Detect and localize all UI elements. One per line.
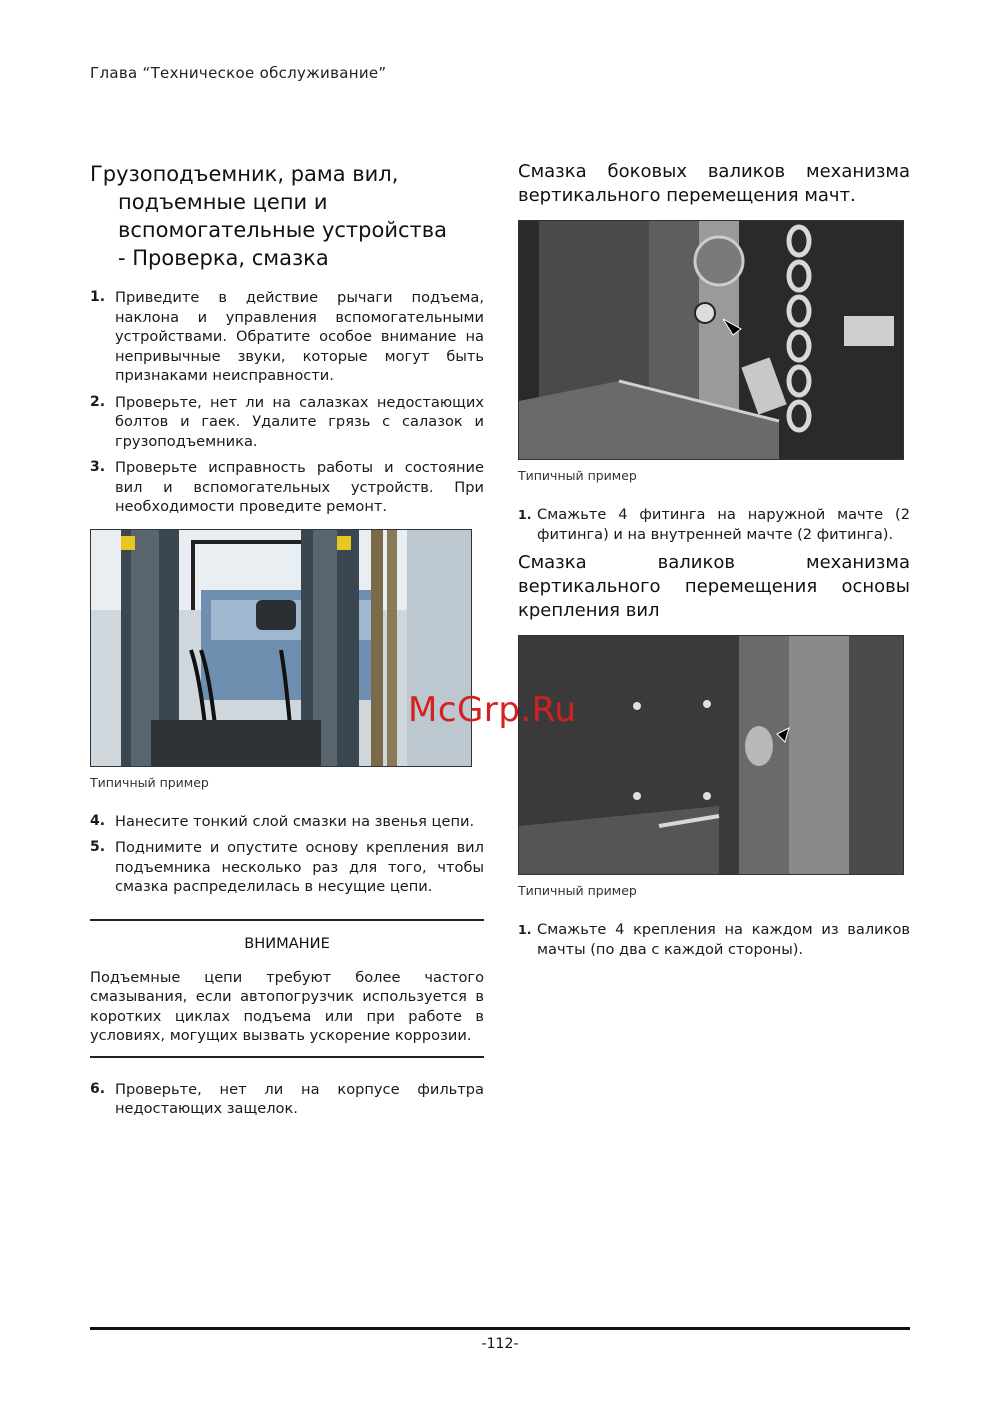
step-number: 5. (90, 839, 106, 855)
footer-divider (90, 1327, 910, 1330)
chapter-header: Глава “Техническое обслуживание” (90, 64, 387, 82)
step-item (90, 1080, 484, 1119)
photo-caption: Типичный пример (518, 883, 637, 898)
notice-text: Подъемные цепи требуют более частого смазывания, если автопогрузчик используется в коротких циклах подъема или при работе в условиях, могущих вызвать ускорение коррозии. (90, 968, 484, 1044)
notice-title: ВНИМАНИЕ (244, 934, 330, 952)
mast-rollers-photo (518, 220, 904, 460)
title-line: вспомогательные устройства (118, 218, 448, 242)
subsection-title: Смазка боковых валиков механизма вертикального перемещения мачт. (518, 161, 910, 206)
photo-caption: Типичный пример (90, 774, 209, 790)
photo-caption: Типичный пример (518, 468, 637, 483)
forklift-photo (90, 529, 472, 767)
step-text: Приведите в действие рычаги подъема, наклона и управления вспомогательными устройствами. Обратите особое внимание на непривычные звуки, которые могут быть признаками неисправности. (115, 289, 484, 384)
title-line: - Проверка, смазка (118, 246, 329, 270)
step-number: 6. (90, 1080, 106, 1097)
step-text: Нанесите тонкий слой смазки на звенья цепи. (115, 812, 475, 830)
watermark-text: McGrp.Ru (408, 690, 577, 730)
mast-rollers-illustration (519, 221, 903, 459)
step-text: Проверьте, нет ли на салазках недостающих болтов и гаек. Удалите грязь с салазок и грузоподъемника. (115, 393, 484, 450)
step-text: Поднимите и опустите основу крепления вил подъемника несколько раз для того, чтобы смазка распределилась в несущие цепи. (115, 839, 484, 895)
steps-list (518, 920, 910, 959)
forklift-illustration (91, 530, 471, 766)
left-column (90, 160, 484, 1126)
steps-list (518, 505, 910, 544)
step-number: 3. (90, 459, 106, 475)
step-text: Смажьте 4 крепления на каждом из валиков мачты (по два с каждой стороны). (537, 921, 910, 958)
step-text: Проверьте исправность работы и состояние вил и вспомогательных устройств. При необходимости проведите ремонт. (115, 459, 484, 515)
step-number: 1. (518, 922, 532, 937)
step-item (90, 393, 484, 452)
step-item (90, 812, 484, 832)
step-item (90, 458, 484, 517)
steps-list (90, 1080, 484, 1119)
step-item (518, 505, 910, 544)
step-item (518, 920, 910, 959)
steps-list (90, 812, 484, 897)
step-text: Смажьте 4 фитинга на наружной мачте (2 фитинга) и на внутренней мачте (2 фитинга). (537, 506, 910, 543)
warning-notice (90, 919, 484, 1058)
carriage-rollers-illustration (519, 636, 903, 874)
step-item (90, 288, 484, 386)
step-item (90, 838, 484, 897)
steps-list (90, 288, 484, 517)
step-number: 1. (90, 289, 106, 305)
title-line: Грузоподъемник, рама вил, (90, 162, 399, 186)
carriage-rollers-photo (518, 635, 904, 875)
step-text: Проверьте, нет ли на корпусе фильтра недостающих защелок. (115, 1080, 484, 1117)
right-column (518, 160, 910, 966)
section-title (90, 160, 484, 272)
step-number: 4. (90, 812, 106, 829)
subsection-title: Смазка валиков механизма вертикального перемещения основы крепления вил (518, 552, 910, 621)
step-number: 2. (90, 393, 106, 410)
title-line: подъемные цепи и (118, 190, 328, 214)
step-number: 1. (518, 507, 532, 522)
page-number: -112- (481, 1336, 519, 1352)
